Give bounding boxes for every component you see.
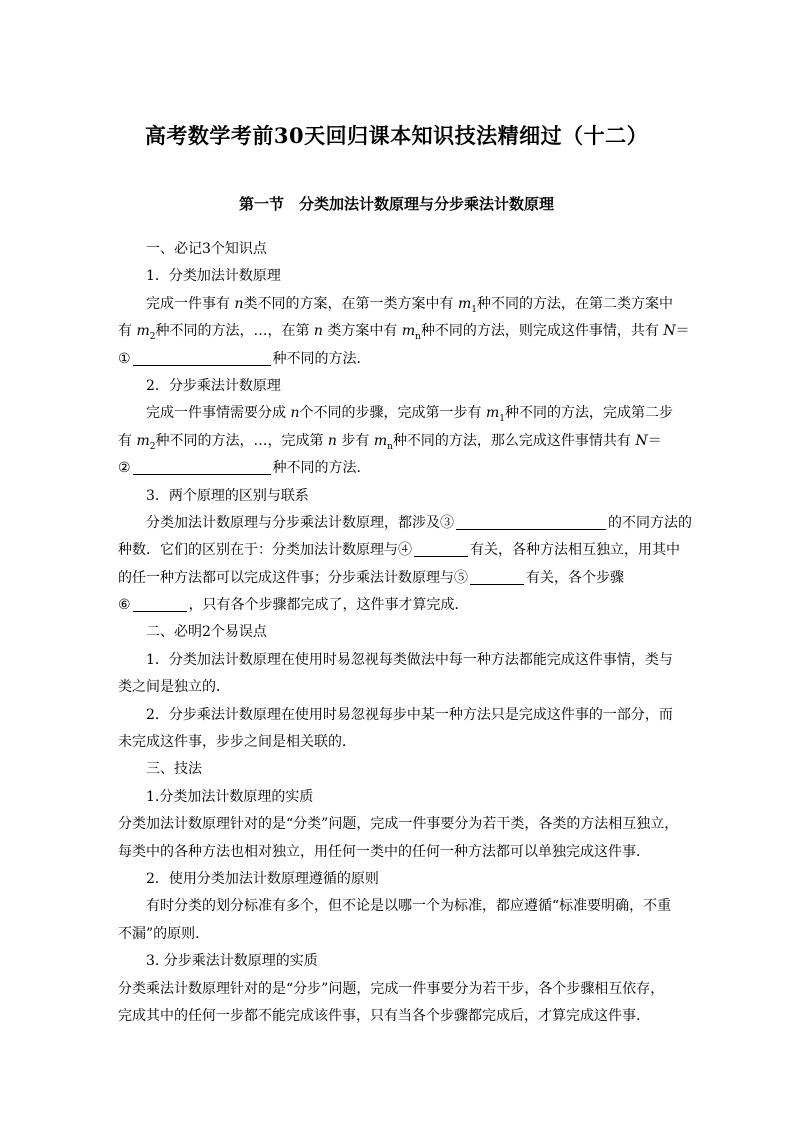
page-title: 高考数学考前30天回归课本知识技法精细过（十二） xyxy=(144,123,649,148)
item3-heading: 3．两个原理的区别与联系 xyxy=(146,487,309,504)
item1-heading: 1．分类加法计数原理 xyxy=(146,268,281,285)
technique3-heading: 3. 分步乘法计数原理的实质 xyxy=(146,953,318,970)
part3-heading: 三、技法 xyxy=(146,761,202,778)
item1-line2: 有 $m_2$种不同的方法，…，在第 n 类方案中有 $m_n$种不同的方法，则完成这件事情，共有 N＝ xyxy=(118,323,690,342)
blank-1 xyxy=(133,349,271,366)
item3-line2: 种数．它们的区别在于：分类加法计数原理与④ 有关，各种方法相互独立，用其中 xyxy=(118,542,680,559)
technique1-heading: 1.分类加法计数原理的实质 xyxy=(146,788,314,805)
pitfall2-line1: 2．分步乘法计数原理在使用时易忽视每步中某一种方法只是完成这件事的一部分，而 xyxy=(146,706,673,723)
technique2-heading: 2．使用分类加法计数原理遵循的原则 xyxy=(146,870,379,887)
part1-heading: 一、必记3个知识点 xyxy=(146,241,267,257)
pitfall2-line2: 未完成这件事，步步之间是相关联的． xyxy=(118,734,356,751)
part2-heading: 二、必明2个易误点 xyxy=(146,624,267,641)
technique2-line1: 有时分类的划分标准有多个，但不论是以哪一个为标准，都应遵循“标准要明确，不重 xyxy=(146,898,672,915)
item2-line2: 有 $m_2$种不同的方法，…，完成第 n 步有 $m_n$种不同的方法，那么完成这件事情共有 N＝ xyxy=(118,432,662,452)
item1-line1: 完成一件事有 n类不同的方案，在第一类方案中有 $m_1$种不同的方法，在第二类方案中 xyxy=(146,295,673,315)
pitfall1-line2: 类之间是独立的． xyxy=(118,679,230,696)
technique2-line2: 不漏”的原则. xyxy=(118,925,200,942)
blank-4 xyxy=(414,540,468,557)
blank-5 xyxy=(470,568,524,585)
section-title: 第一节 分类加法计数原理与分步乘法计数原理 xyxy=(238,195,554,213)
technique1-line2: 每类中的各种方法也相对独立，用任何一类中的任何一种方法都可以单独完成这件事． xyxy=(118,843,650,860)
pitfall1-line1: 1．分类加法计数原理在使用时易忽视每类做法中每一种方法都能完成这件事情，类与 xyxy=(146,651,673,668)
blank-3 xyxy=(456,513,606,530)
technique3-line2: 完成其中的任何一步都不能完成该件事，只有当各个步骤都完成后，才算完成这件事． xyxy=(118,1007,650,1024)
document-body xyxy=(118,236,692,1030)
technique1-line1: 分类加法计数原理针对的是“分类”问题，完成一件事要分为若干类，各类的方法相互独立， xyxy=(118,816,679,833)
item2-heading: 2．分步乘法计数原理 xyxy=(146,377,281,394)
item2-line3: ② 种不同的方法． xyxy=(118,460,371,477)
item3-line3: 的任一种方法都可以完成这件事；分步乘法计数原理与⑤ 有关，各个步骤 xyxy=(118,569,624,586)
blank-6 xyxy=(133,595,187,612)
item3-line1: 分类加法计数原理与分步乘法计数原理，都涉及③ 的不同方法的 xyxy=(146,514,692,531)
item1-line3: ① 种不同的方法． xyxy=(118,350,371,367)
technique3-line1: 分类乘法计数原理针对的是“分步”问题，完成一件事要分为若干步，各个步骤相互依存， xyxy=(118,980,665,997)
item3-line4: ⑥ ，只有各个步骤都完成了，这件事才算完成． xyxy=(118,597,469,614)
item2-line1: 完成一件事情需要分成 n个不同的步骤，完成第一步有 $m_1$种不同的方法，完成第二步 xyxy=(146,405,673,425)
blank-2 xyxy=(133,458,271,475)
